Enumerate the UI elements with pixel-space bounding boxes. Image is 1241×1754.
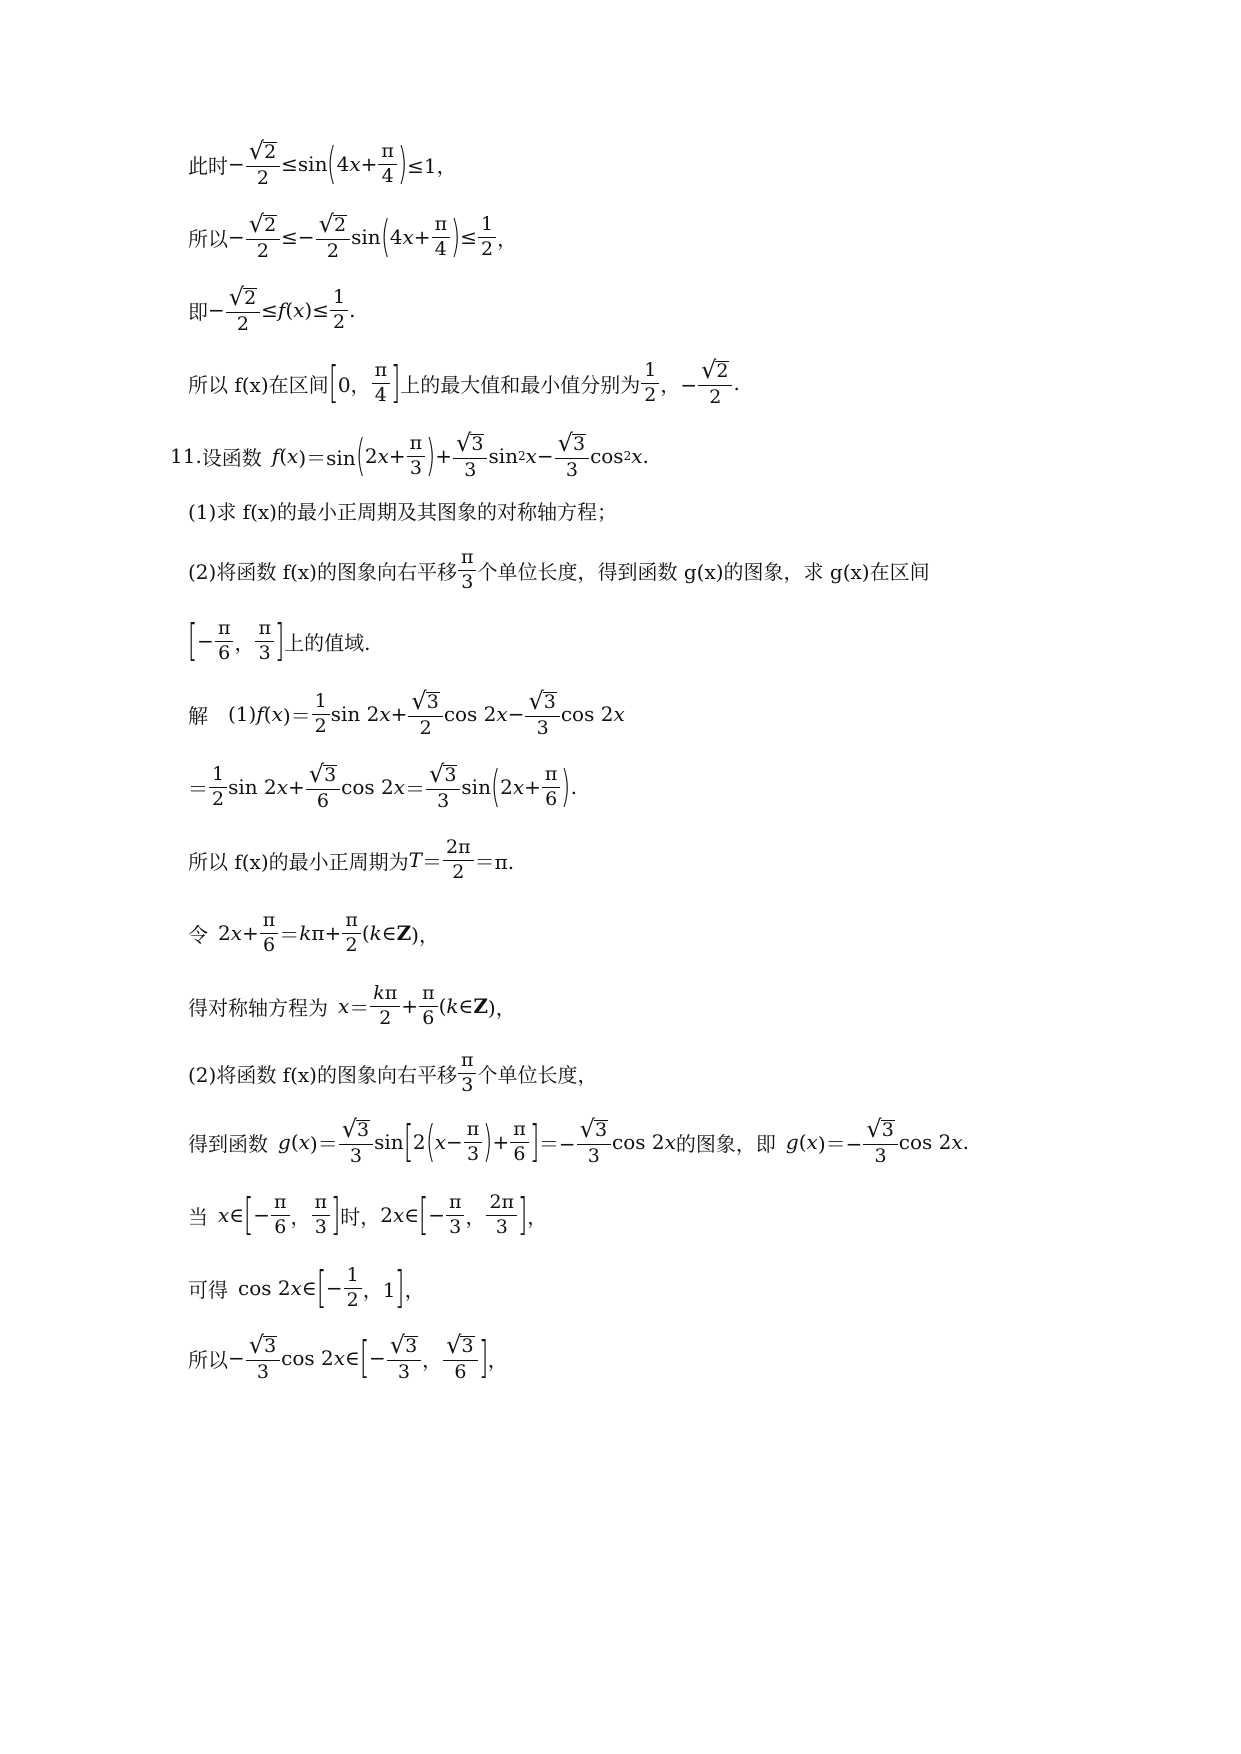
q11-number: 11. [170, 444, 202, 468]
math-pi-over-3: π 3 [457, 548, 478, 593]
text-ling: 令 [188, 922, 208, 947]
line-part2 [188, 538, 930, 602]
line-2 [188, 205, 517, 269]
math-solution-2: ＝ 1 2 sin 2 x + √ 3 6 cos 2 x ＝ √ 3 3 sin ( 2 x + π 6 ) . [188, 760, 577, 813]
line-shift [188, 1041, 597, 1105]
text-suoyi-1: 所以 [188, 226, 228, 251]
text-dedao: 得到函数 [188, 1131, 268, 1156]
line-g [188, 1110, 969, 1174]
text-dang: 当 [188, 1204, 208, 1229]
math-period: T ＝ 2π 2 ＝π. [408, 835, 515, 883]
line-dang [188, 1183, 547, 1247]
math-axis: x ＝ kπ 2 + π 6 ( k ∈ Z )， [338, 981, 516, 1029]
line-final [188, 1326, 508, 1390]
line-solution-1 [188, 682, 625, 746]
text-part2-a: (2)将函数 f(x)的图象向右平移 [188, 559, 457, 584]
text-suoyi-final: 所以 [188, 1347, 228, 1372]
text-suoyi-f-interval: 所以 f(x)在区间 [188, 372, 329, 397]
math-ling: 2 x + π 6 ＝ k π+ π 2 ( k ∈ Z )， [218, 908, 439, 956]
line-solution-2 [188, 755, 577, 819]
math-g-def: g ( x )＝ √ 3 3 sin [ 2 ( x − π 3 ) + π 6 ] ＝− √ 3 3 cos 2 x [278, 1115, 676, 1168]
line-1 [188, 132, 457, 196]
text-kede: 可得 [188, 1277, 228, 1302]
text-ji: 即 [188, 299, 208, 324]
text-shift-a: (2)将函数 f(x)的图象向右平移 [188, 1062, 457, 1087]
text-part2-c: 上的值域. [284, 630, 371, 655]
text-part2-b: 个单位长度，得到函数 g(x)的图象，求 g(x)在区间 [477, 559, 930, 584]
math-shift-pi-over-3: π 3 [457, 1051, 478, 1096]
math-interval-1: [ 0， π 4 ] [328, 357, 401, 409]
text-q11-prefix: 设函数 [201, 445, 262, 470]
line-kede [188, 1256, 425, 1320]
line-part2-interval [188, 609, 370, 673]
text-period: 所以 f(x)的最小正周期为 [188, 849, 409, 874]
math-2x-interval: 2 x ∈ [ − π 3 ， 2π 3 ] ， [380, 1189, 548, 1241]
text-axis: 得对称轴方程为 [188, 995, 328, 1020]
math-q11-func: f ( x )＝sin ( 2 x + π 3 ) + √ 3 3 sin 2 x − √ 3 3 cos 2 x . [271, 429, 649, 482]
line-4 [188, 351, 740, 415]
line-ling [188, 901, 439, 965]
line-period [188, 828, 514, 892]
math-solution-1: (1) f ( x )＝ 1 2 sin 2 x + √ 3 2 cos 2 x − √ 3 3 cos 2 x [228, 687, 625, 739]
line-3 [188, 278, 355, 342]
math-interval-2: [ − π 6 ， π 3 ] [187, 615, 285, 667]
text-max-min: 上的最大值和最小值分别为 [400, 372, 641, 397]
text-tuxiang: 的图象，即 [675, 1131, 776, 1156]
line-axis [188, 974, 516, 1038]
math-expr-1: − √ 2 2 ≤sin ( 4 x + π 4 ) ≤1， [228, 137, 457, 190]
text-part1: (1)求 f(x)的最小正周期及其图象的对称轴方程； [188, 499, 617, 524]
math-expr-4: 1 2 ，− √ 2 2 . [640, 358, 740, 408]
text-jie: 解 [188, 703, 208, 728]
math-expr-2: − √ 2 2 ≤− √ 2 2 sin ( 4 x + π 4 ) ≤ 1 2 ， [228, 210, 518, 263]
line-part1 [188, 478, 617, 542]
text-shift-b: 个单位长度， [477, 1062, 598, 1087]
math-cos-interval: cos 2 x ∈ [ − 1 2 ，1 ] ， [238, 1262, 425, 1314]
math-dang-interval: x ∈ [ − π 6 ， π 3 ] [218, 1189, 341, 1241]
math-expr-3: − √ 2 2 ≤ f ( x )≤ 1 2 . [208, 283, 356, 335]
text-shi: 时， [340, 1204, 381, 1229]
math-final-range: − √ 3 3 cos 2 x ∈ [ − √ 3 3 ， √ 3 6 ] ， [228, 1331, 508, 1384]
math-g-result: g ( x )＝− √ 3 3 cos 2 x . [785, 1115, 970, 1167]
text-cishi: 此时 [188, 153, 228, 178]
